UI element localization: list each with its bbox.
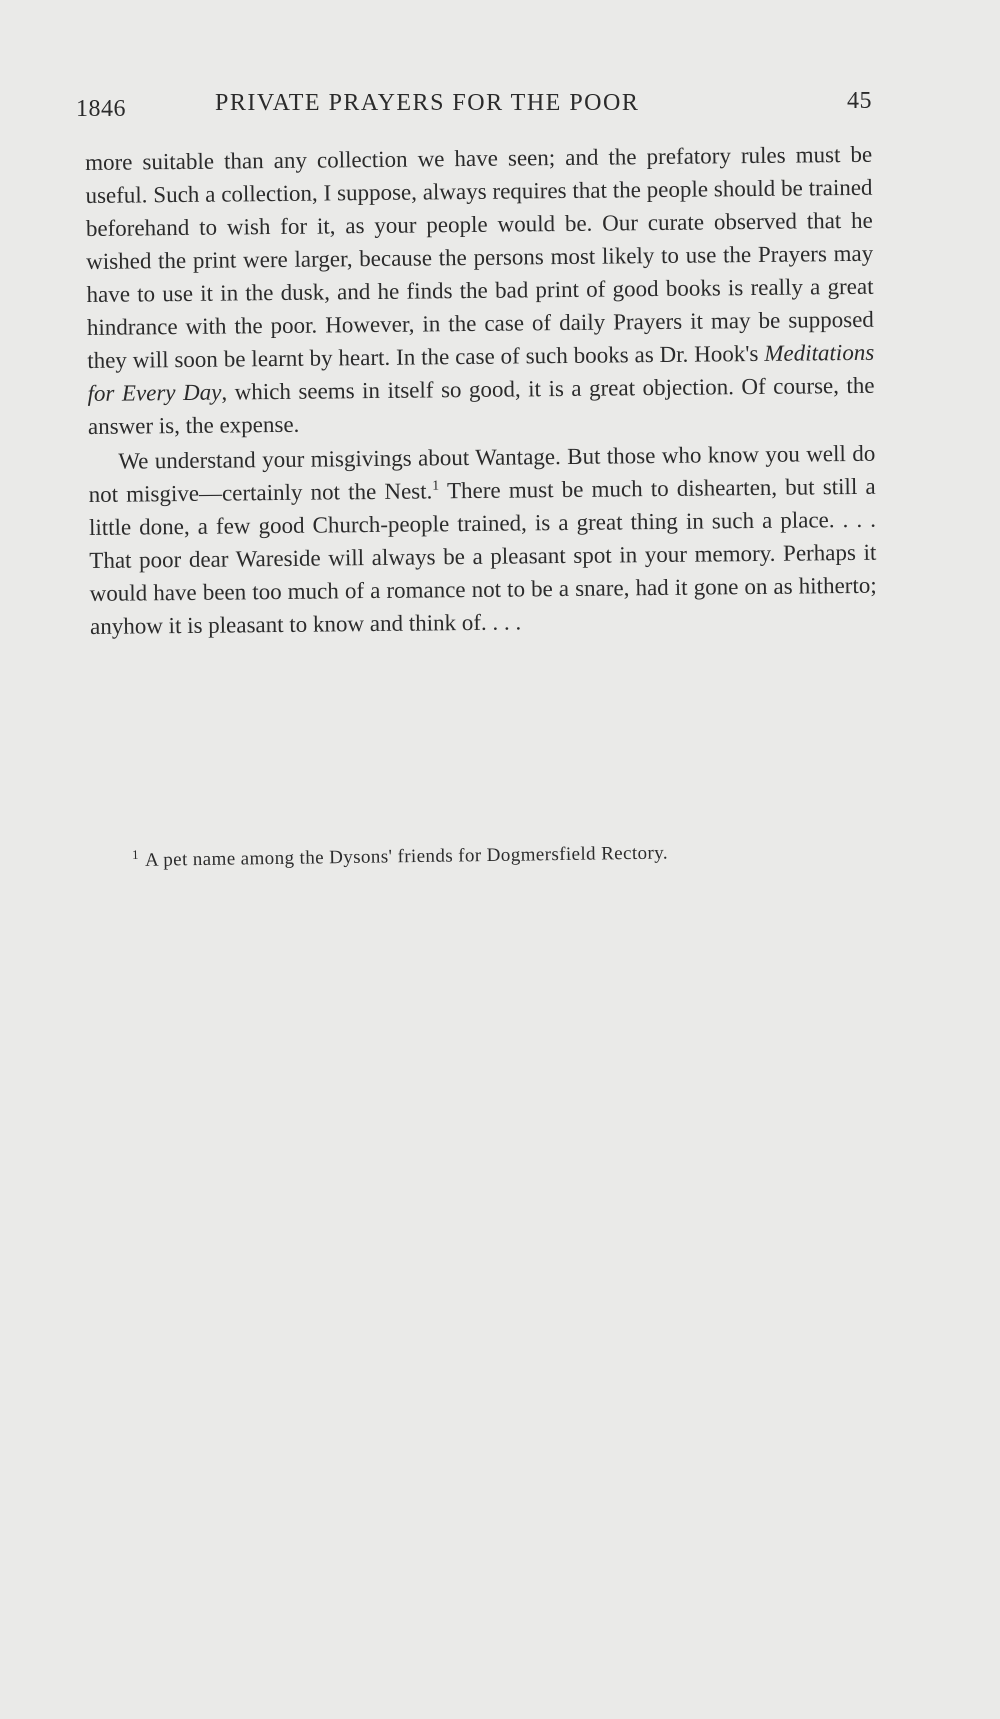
body-text bbox=[85, 138, 877, 643]
book-title-italic: Meditations for Every Day bbox=[87, 339, 875, 406]
paragraph-1-text-b: , which seems in itself so good, it is a great objection. Of course, the answer is, the expense. bbox=[87, 372, 875, 439]
running-head bbox=[76, 88, 872, 128]
footnote-mark: 1 bbox=[131, 846, 140, 862]
page-number: 45 bbox=[847, 88, 872, 114]
paragraph-2-text-a: We understand your misgivings about Wantage. But those who know you well do not misgive—certainly not the Nest. bbox=[88, 440, 876, 507]
paragraph-1 bbox=[85, 138, 875, 443]
paragraph-1-text-a: more suitable than any collection we have seen; and the prefatory rules must be useful. Such a collection, I suppose, always requires that the people should be trained beforehand to wish for it, as your people would be. Our curate observed that he wished the print were larger, because the persons most likely to use the Prayers may have to use it in the dusk, and he finds the bad print of good books is really a great hindrance with the poor. However, in the case of daily Prayers it may be supposed they will soon be learnt by heart. In the case of such books as Dr. Hook's bbox=[85, 141, 874, 373]
footnote bbox=[132, 840, 852, 872]
footnote-text: A pet name among the Dysons' friends for Dogmersfield Rectory. bbox=[144, 842, 669, 871]
paragraph-2 bbox=[88, 437, 877, 643]
paragraph-2-text-b: There must be much to dishearten, but still a little done, a few good Church-people trained, is a great thing in such a place. . . . That poor dear Wareside will always be a pleasant spot in your memory. Perhaps it would have been too much of a romance not to be a snare, had it gone on as hitherto; anyhow it is pleasant to know and think of. . . . bbox=[88, 473, 877, 639]
header-year: 1846 bbox=[76, 96, 126, 122]
footnote-reference: 1 bbox=[432, 478, 440, 494]
header-title: PRIVATE PRAYERS FOR THE POOR bbox=[215, 90, 640, 116]
